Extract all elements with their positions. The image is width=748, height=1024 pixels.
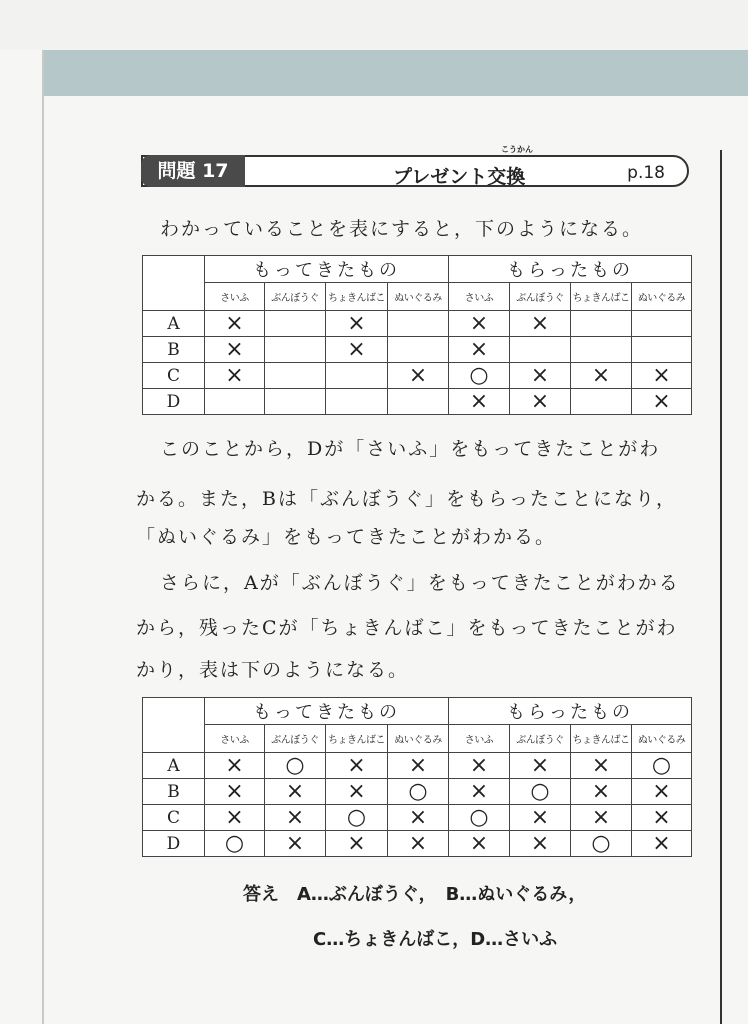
table-cell: ○	[388, 779, 449, 805]
table-cell: ○	[571, 831, 632, 857]
table-cell: ×	[449, 389, 510, 415]
table-cell	[388, 337, 449, 363]
table-cell: ×	[571, 363, 632, 389]
table-cell: ×	[510, 805, 571, 831]
page-right-rule	[720, 150, 722, 1024]
table-cell: ×	[510, 389, 571, 415]
table-cell: ×	[632, 805, 692, 831]
table-cell: ○	[205, 831, 265, 857]
column-header: ぶんぼうぐ	[510, 725, 571, 753]
group-header-brought: もってきたもの	[205, 256, 449, 283]
table-cell: ×	[205, 311, 265, 337]
group-header-received: もらったもの	[449, 698, 692, 725]
row-label: D	[143, 389, 205, 415]
table-cell: ×	[265, 779, 326, 805]
table-cell: ×	[205, 753, 265, 779]
table-cell	[571, 337, 632, 363]
table-cell: ×	[205, 779, 265, 805]
table-cell: ○	[449, 805, 510, 831]
group-header-brought: もってきたもの	[205, 698, 449, 725]
title-ruby: こうかん	[501, 145, 533, 154]
table-cell: ×	[449, 831, 510, 857]
table-cell: ×	[449, 337, 510, 363]
table-cell: ×	[388, 753, 449, 779]
table-cell: ×	[510, 311, 571, 337]
table-cell: ×	[449, 753, 510, 779]
column-header: ぬいぐるみ	[632, 725, 692, 753]
problem-number-tag: 問題 17	[141, 155, 245, 187]
explanation-line-2: かる。また，Bは「ぶんぼうぐ」をもらったことになり，	[136, 488, 677, 510]
table-cell: ○	[265, 753, 326, 779]
table-cell	[571, 311, 632, 337]
table-cell	[388, 311, 449, 337]
answer-line-2: C…ちょきんばこ，D…さいふ	[313, 929, 558, 950]
row-label: C	[143, 805, 205, 831]
table-cell: ×	[632, 363, 692, 389]
problem-title: プレゼント交換	[393, 166, 526, 188]
explanation-line-6: かり，表は下のようになる。	[136, 659, 410, 681]
column-header: さいふ	[205, 283, 265, 311]
table-cell: ×	[571, 753, 632, 779]
column-header: ぶんぼうぐ	[265, 725, 326, 753]
table-cell: ×	[265, 805, 326, 831]
explanation-line-3: 「ぬいぐるみ」をもってきたことがわかる。	[136, 526, 557, 548]
table-cell: ○	[449, 363, 510, 389]
table-cell	[265, 363, 326, 389]
table-cell: ×	[449, 311, 510, 337]
table-cell	[265, 311, 326, 337]
table-cell: ×	[510, 831, 571, 857]
column-header: ちょきんばこ	[326, 725, 388, 753]
table-cell	[632, 337, 692, 363]
intro-text: わかっていることを表にすると，下のようになる。	[160, 218, 644, 240]
table-cell: ×	[388, 831, 449, 857]
table-cell: ×	[326, 831, 388, 857]
column-header: ぬいぐるみ	[388, 725, 449, 753]
corner-cell	[143, 256, 205, 311]
row-label: C	[143, 363, 205, 389]
problem-header	[141, 145, 689, 188]
table-cell	[510, 337, 571, 363]
table-cell	[571, 389, 632, 415]
table-cell: ×	[510, 363, 571, 389]
column-header: ぬいぐるみ	[388, 283, 449, 311]
page-reference: p.18	[627, 163, 665, 183]
scan-top-margin	[0, 0, 748, 50]
table-cell	[265, 337, 326, 363]
corner-cell	[143, 698, 205, 753]
table-cell: ×	[632, 779, 692, 805]
row-label: D	[143, 831, 205, 857]
table-cell: ×	[205, 337, 265, 363]
row-label: A	[143, 311, 205, 337]
column-header: ぶんぼうぐ	[265, 283, 326, 311]
row-label: A	[143, 753, 205, 779]
table-cell: ×	[449, 779, 510, 805]
table-cell: ×	[326, 779, 388, 805]
table-cell	[632, 311, 692, 337]
table-cell	[326, 363, 388, 389]
table-cell: ×	[265, 831, 326, 857]
column-header: さいふ	[449, 725, 510, 753]
table-cell: ×	[571, 805, 632, 831]
table-cell: ×	[632, 831, 692, 857]
table-cell: ×	[632, 389, 692, 415]
column-header: ちょきんばこ	[571, 725, 632, 753]
table-cell: ×	[388, 363, 449, 389]
column-header: ちょきんばこ	[326, 283, 388, 311]
table-cell: ×	[326, 311, 388, 337]
column-header: ちょきんばこ	[571, 283, 632, 311]
answer-line-1: 答え A…ぶんぼうぐ， B…ぬいぐるみ，	[243, 884, 587, 905]
table-cell: ×	[388, 805, 449, 831]
row-label: B	[143, 779, 205, 805]
table-cell: ×	[326, 753, 388, 779]
table-cell: ×	[205, 363, 265, 389]
initial-table	[142, 255, 692, 415]
column-header: さいふ	[449, 283, 510, 311]
explanation-line-5: から，残ったCが「ちょきんばこ」をもってきたことがわ	[136, 617, 678, 639]
column-header: ぶんぼうぐ	[510, 283, 571, 311]
table-cell: ×	[326, 337, 388, 363]
table-cell: ×	[571, 779, 632, 805]
final-table	[142, 697, 692, 857]
column-header: ぬいぐるみ	[632, 283, 692, 311]
explanation-line-4: さらに，Aが「ぶんぼうぐ」をもってきたことがわかる	[160, 572, 680, 594]
table-cell: ×	[205, 805, 265, 831]
table-cell: ×	[510, 753, 571, 779]
table-cell	[205, 389, 265, 415]
table-cell	[326, 389, 388, 415]
table-cell: ○	[510, 779, 571, 805]
page-left-edge	[42, 50, 44, 1024]
group-header-received: もらったもの	[449, 256, 692, 283]
table-cell: ○	[632, 753, 692, 779]
table-cell: ○	[326, 805, 388, 831]
row-label: B	[143, 337, 205, 363]
table-cell	[388, 389, 449, 415]
table-cell	[265, 389, 326, 415]
page-header-band	[44, 50, 748, 96]
explanation-line-1: このことから，Dが「さいふ」をもってきたことがわ	[160, 438, 661, 460]
column-header: さいふ	[205, 725, 265, 753]
